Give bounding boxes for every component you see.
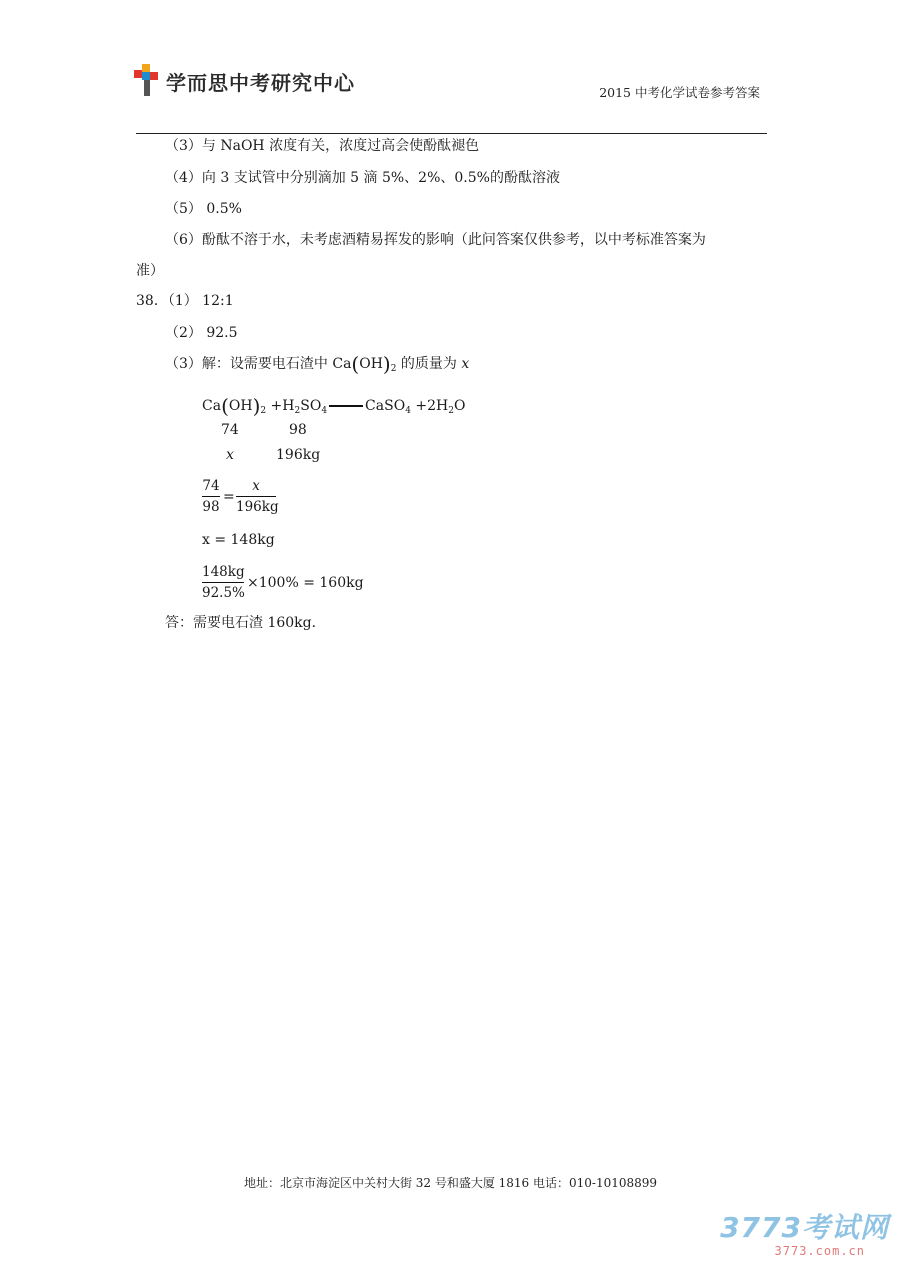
watermark-url: 3773.com.cn: [774, 1244, 865, 1258]
eq-oh: OH: [228, 398, 253, 414]
eq-caso4-sub: 4: [405, 406, 411, 416]
fraction-x-196kg: x 196kg: [236, 478, 279, 515]
eq-h2o-sub: 2: [448, 406, 454, 416]
final-calculation: ×100% = 160kg: [247, 575, 364, 591]
logo-mark-icon: [134, 64, 160, 98]
watermark-logo: 3773考试网: [720, 1211, 889, 1244]
fraction-148-925: 148kg 92.5%: [202, 564, 245, 601]
mass-196kg: 196kg: [276, 447, 321, 463]
q38-part2: （2） 92.5: [165, 325, 238, 341]
mass-98: 98: [289, 422, 307, 438]
eq-so4-sub: 4: [321, 406, 328, 416]
eq-plus-h: +H: [266, 398, 295, 414]
q37-part3: （3）与 NaOH 浓度有关，浓度过高会使酚酞褪色: [165, 138, 480, 154]
fraction-74-98: 74 98: [202, 478, 220, 515]
header-divider: [136, 133, 767, 134]
q38-part1: 38．（1） 12:1: [136, 293, 234, 309]
eq-sub-2a: 2: [260, 406, 267, 416]
eq-h2-sub: 2: [294, 406, 301, 416]
final-answer: 答：需要电石渣 160kg．: [165, 615, 326, 631]
q38-part3-oh: OH: [359, 356, 383, 372]
eq-caso: CaSO: [365, 398, 406, 414]
q37-part6-line1: （6）酚酞不溶于水，未考虑酒精易挥发的影响（此问答案仅供参考，以中考标准答案为: [165, 232, 706, 248]
q38-part3-suffix: 的质量为: [396, 356, 462, 372]
q38-part3-var: x: [461, 356, 470, 372]
q37-part6-line2: 准）: [136, 263, 164, 279]
equation-equals-line: [329, 405, 363, 407]
logo-text: 学而思中考研究中心: [166, 71, 355, 95]
eq-ca: Ca: [202, 398, 222, 414]
result-x: x = 148kg: [202, 532, 275, 548]
footer-address: 地址：北京市海淀区中关村大街 32 号和盛大厦 1816 电话：010-10108899: [243, 1176, 658, 1190]
eq-o: O: [453, 398, 466, 414]
q38-part3-sub: 2: [390, 364, 397, 374]
eq-so: SO: [300, 398, 322, 414]
q38-part3-prefix: （3）解：设需要电石渣中 Ca: [165, 356, 352, 372]
document-title: 2015 中考化学试卷参考答案: [599, 85, 760, 100]
mass-74: 74: [221, 422, 239, 438]
q38-part3: （3）解：设需要电石渣中 $Ca(OH)_2$ 的质量为 x: [165, 352, 470, 376]
chemical-equation: $Ca(OH)_2 +H_2SO_4$ CaSO$_4$ $+2H_2O$: [202, 394, 466, 418]
q37-part4: （4）向 3 支试管中分别滴加 5 滴 5%、2%、0.5%的酚酞溶液: [165, 170, 560, 186]
q37-part5: （5） 0.5%: [165, 201, 242, 217]
unknown-x: x: [226, 447, 234, 463]
eq-plus-2h: +2H: [410, 398, 449, 414]
equals-sign: =: [223, 489, 235, 505]
